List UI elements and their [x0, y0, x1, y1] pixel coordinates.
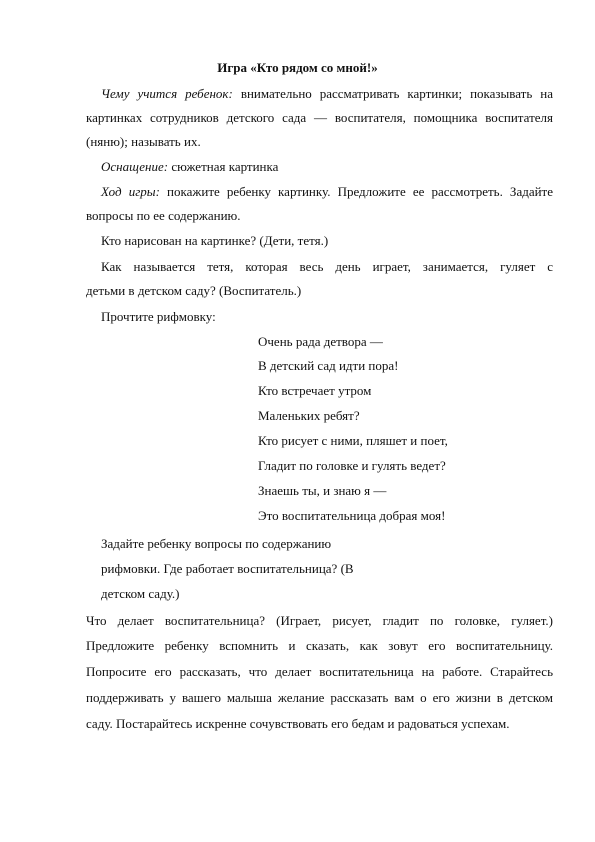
- equipment-label: Оснащение:: [101, 159, 169, 174]
- equipment-text: сюжетная картинка: [171, 159, 279, 174]
- poem-line-8: Это воспитательница добрая моя!: [258, 508, 446, 523]
- course-label: Ход игры:: [101, 184, 160, 199]
- final-line-4: поддерживать у вашего малыша желание рассказать вам о его жизни в детском: [86, 690, 553, 705]
- ask-line-1: Задайте ребенку вопросы по содержанию: [101, 536, 332, 551]
- poem-line-3: Кто встречает утром: [258, 383, 372, 398]
- course-text-1: покажите ребенку картинку. Предложите ее рассмотреть. Задайте: [167, 184, 554, 199]
- poem-line-7: Знаешь ты, и знаю я —: [258, 483, 387, 498]
- final-line-2: Предложите ребенку вспомнить и сказать, как зовут его воспитательницу.: [86, 638, 553, 653]
- final-line-5: саду. Постарайтесь искренне сочувствовать его бедам и радоваться успехам.: [86, 716, 510, 731]
- poem-line-1: Очень рада детвора —: [258, 334, 383, 349]
- equipment-line: [101, 159, 278, 175]
- question-2-line-2: детьми в детском саду? (Воспитатель.): [86, 283, 302, 298]
- poem-line-6: Гладит по головке и гулять ведет?: [258, 458, 446, 473]
- final-line-3: Попросите его рассказать, что делает воспитательница на работе. Старайтесь: [86, 664, 553, 679]
- goal-label: Чему учится ребенок:: [101, 86, 233, 101]
- course-line-1: [101, 184, 553, 200]
- ask-line-3: детском саду.): [101, 586, 180, 601]
- goal-line-2: картинках сотрудников детского сада — воспитателя, помощника воспитателя: [86, 110, 553, 125]
- goal-line-3: (няню); называть их.: [86, 134, 201, 149]
- goal-text-1: внимательно рассматривать картинки; показывать на: [240, 86, 553, 101]
- goal-line-1: [101, 86, 553, 102]
- question-2-line-1: Как называется тетя, которая весь день играет, занимается, гуляет с: [101, 259, 553, 274]
- read-prompt: Прочтите рифмовку:: [101, 309, 216, 324]
- poem-line-5: Кто рисует с ними, пляшет и поет,: [258, 433, 448, 448]
- final-line-1: Что делает воспитательница? (Играет, рисует, гладит по головке, гуляет.): [86, 613, 553, 628]
- poem-line-2: В детский сад идти пора!: [258, 358, 399, 373]
- poem-line-4: Маленьких ребят?: [258, 408, 360, 423]
- course-line-2: вопросы по ее содержанию.: [86, 208, 241, 223]
- question-1: Кто нарисован на картинке? (Дети, тетя.): [101, 233, 329, 248]
- page-title: Игра «Кто рядом со мной!»: [217, 60, 378, 75]
- ask-line-2: рифмовки. Где работает воспитательница? (В: [101, 561, 354, 576]
